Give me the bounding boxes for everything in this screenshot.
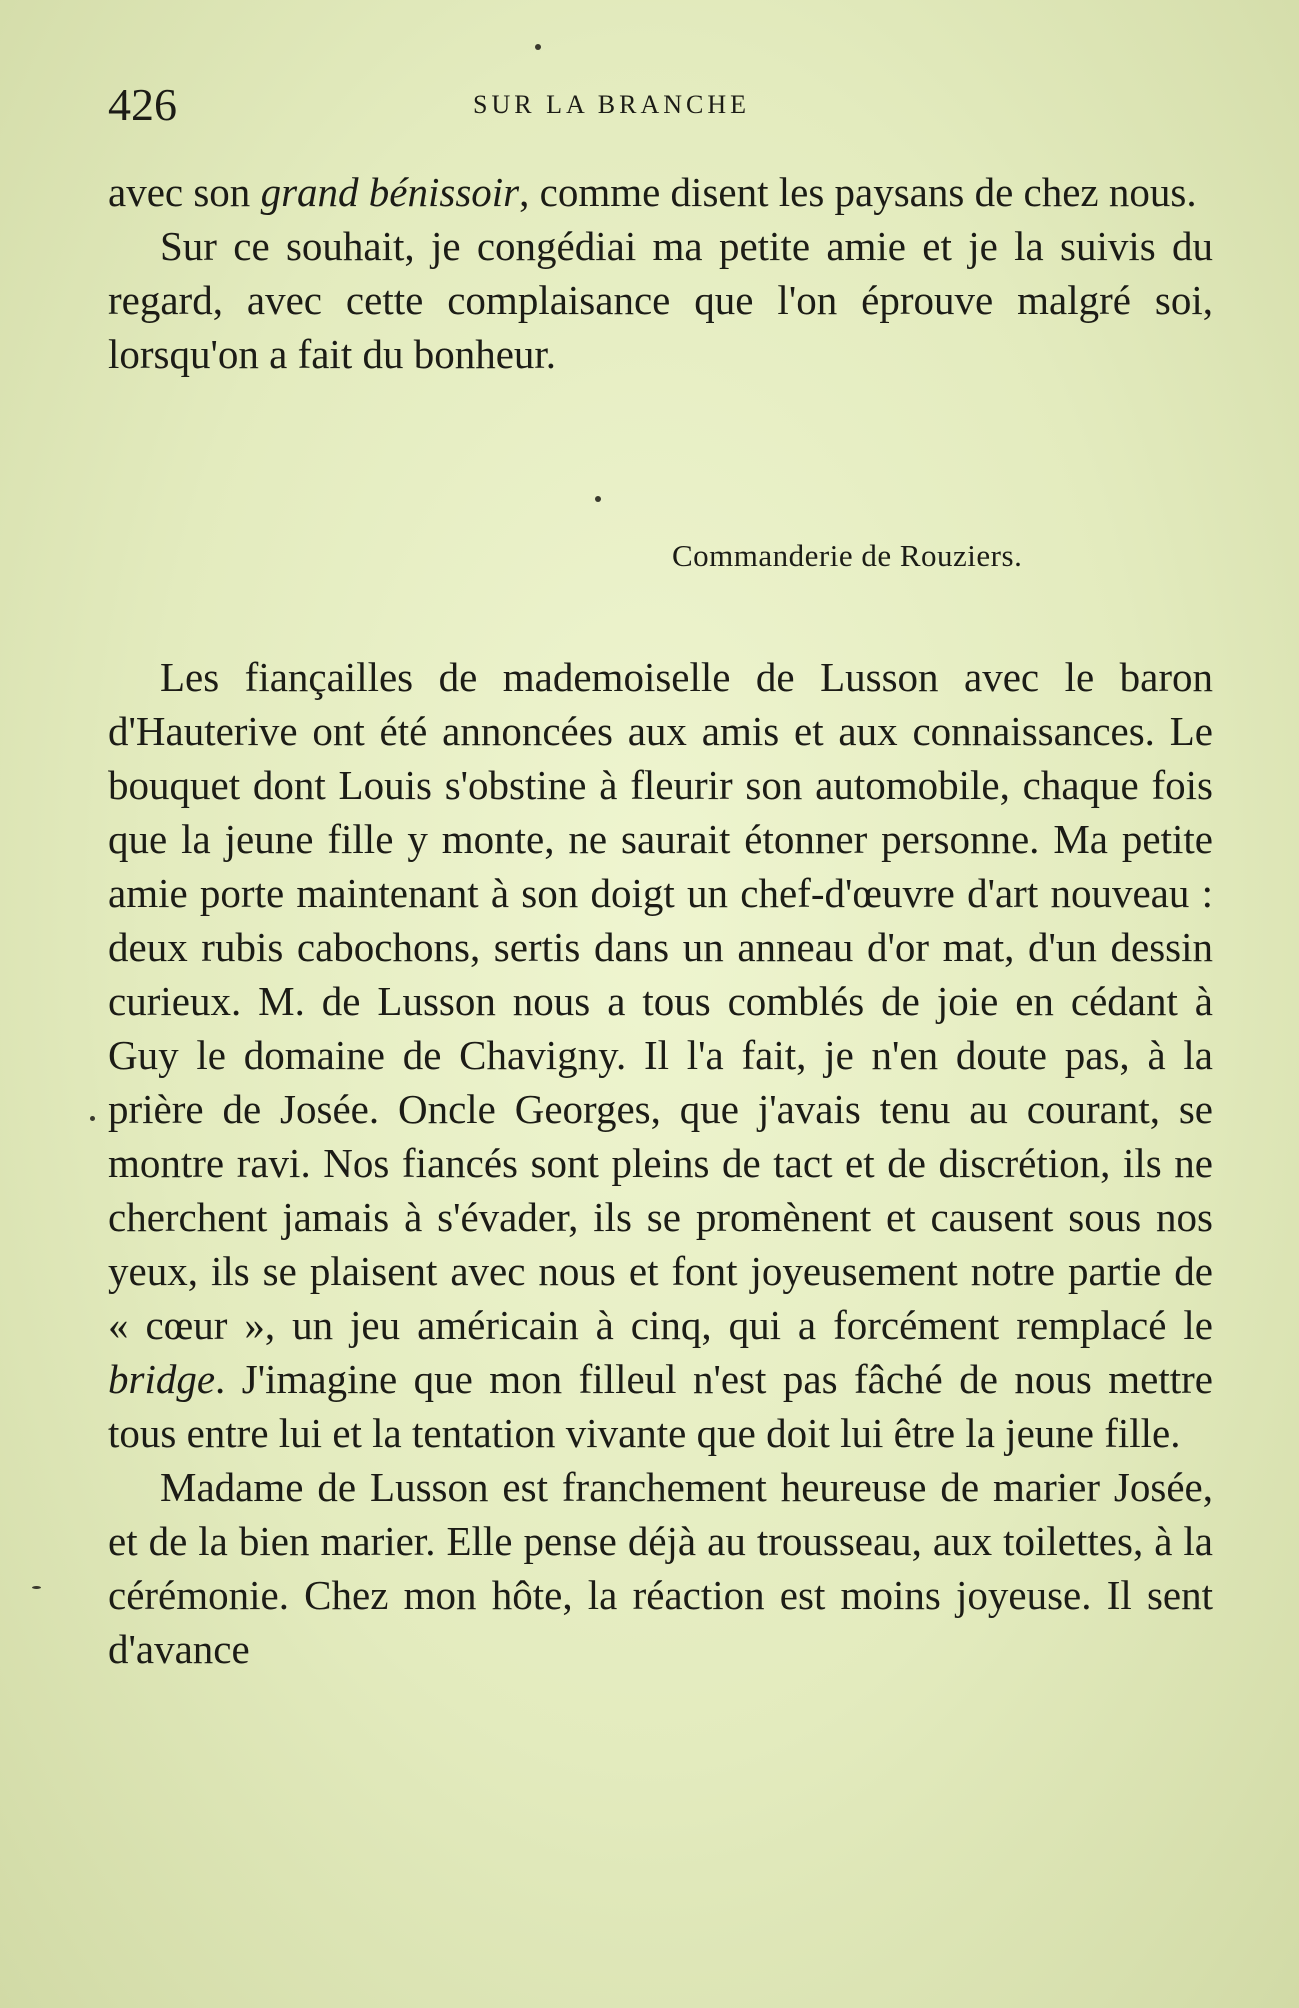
text-run: avec son bbox=[108, 169, 261, 215]
text-run: . J'imagine que mon filleul n'est pas fâché de nous mettre tous entre lui et la tentation vivante que doit lui être la jeune fille. bbox=[108, 1356, 1213, 1456]
italic-phrase: grand bénissoir bbox=[260, 169, 520, 215]
section-one bbox=[108, 165, 1213, 381]
paragraph bbox=[108, 165, 1213, 219]
paper-speck bbox=[32, 1586, 41, 1589]
section-two bbox=[108, 650, 1213, 1676]
paper-speck bbox=[90, 1116, 95, 1121]
running-head bbox=[108, 78, 1208, 128]
paragraph bbox=[108, 650, 1213, 1460]
dateline: Commanderie de Rouziers. bbox=[672, 538, 1023, 573]
paper-speck bbox=[535, 44, 541, 50]
running-title: SUR LA BRANCHE bbox=[473, 90, 751, 119]
text-run: , comme disent les paysans de chez nous. bbox=[519, 169, 1197, 215]
paragraph: Madame de Lusson est franchement heureuse de marier Josée, et de la bien marier. Elle pense déjà au trousseau, aux toilettes, à la cérémonie. Chez mon hôte, la réaction est moins joyeuse. Il sent d'avance bbox=[108, 1464, 1213, 1672]
text-run: Les fiançailles de mademoiselle de Lusson avec le baron d'Hauterive ont été annoncées aux amis et aux connaissances. Le bouquet dont Louis s'obstine à fleurir son automobile, chaque fois que la jeune fille y monte, ne saurait étonner personne. Ma petite amie porte maintenant à son doigt un chef-d'œuvre d'art nouveau : deux rubis cabochons, sertis dans un anneau d'or mat, d'un dessin curieux. M. de Lusson nous a tous comblés de joie en cédant à Guy le domaine de Chavigny. Il l'a fait, je n'en doute pas, à la prière de Josée. Oncle Georges, que j'avais tenu au courant, se montre ravi. Nos fiancés sont pleins de tact et de discrétion, ils ne cherchent jamais à s'évader, ils se promènent et causent sous nos yeux, ils se plaisent avec nous et font joyeusement notre partie de « cœur », un jeu américain à cinq, qui a forcément remplacé le bbox=[108, 654, 1213, 1348]
paragraph: Sur ce souhait, je congédiai ma petite amie et je la suivis du regard, avec cette complaisance que l'on éprouve malgré soi, lorsqu'on a fait du bonheur. bbox=[108, 223, 1213, 377]
paper-speck bbox=[595, 496, 601, 502]
italic-word: bridge bbox=[108, 1356, 216, 1402]
page-number: 426 bbox=[108, 79, 177, 130]
